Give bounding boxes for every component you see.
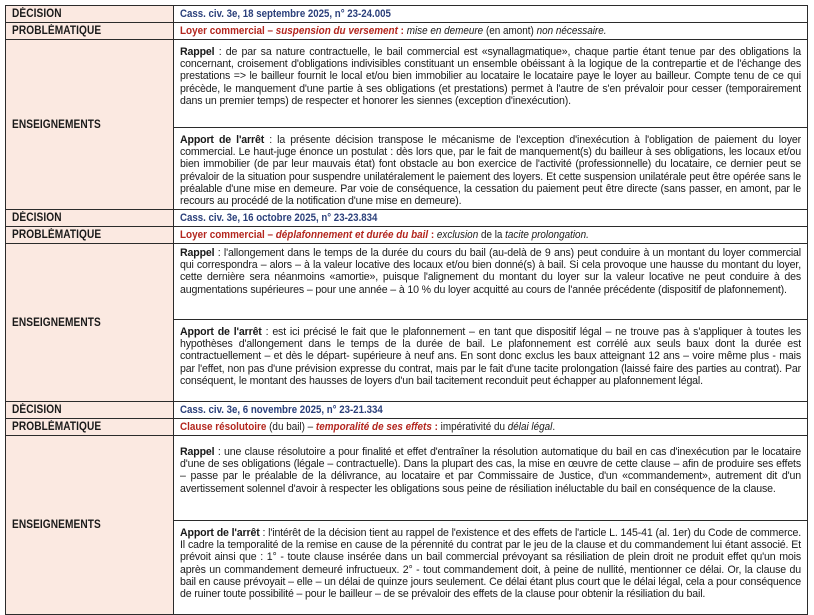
- apport-paragraph: Apport de l'arrêt : l'intérêt de la décision tient au rappel de l'existence et des effets de l'article L. 145-41 (al. 1er) du Code de commerce. Il cadre la temporalité de la remise en cause de la pérennité du contrat par le jeu de la clause et du commandement lui étant associé. Et prévoit ainsi que : 1° - toute clause insérée dans un bail commercial prévoyant sa résiliation de plein droit ne produit effet qu'un mois après un commandement demeuré infructueux. 2° - tout commandement doit, à peine de nullité, mentionner ce délai. Or, la clause du bail en cause prévoyait – elle – un délai de quinze jours seulement. Ce délai étant plus court que le délai légal, cela a pour conséquence de ruiner toute possibilité – pour le bailleur – de se prévaloir des effets de la clause pour obtenir la résiliation du bail.: [174, 520, 807, 614]
- decision-label: DÉCISION: [6, 6, 174, 23]
- enseignements-row: [6, 40, 808, 210]
- decision-label: DÉCISION: [6, 210, 174, 227]
- enseignements-value: [174, 436, 808, 615]
- decision-row: [6, 6, 808, 23]
- problematique-label: PROBLÉMATIQUE: [6, 227, 174, 244]
- enseignements-row: [6, 244, 808, 402]
- rappel-paragraph: Rappel : une clause résolutoire a pour finalité et effet d'entraîner la résolution automatique du bail en cas d'inexécution par le locataire d'une de ses obligations (légale – contractuelle). Dans la plupart des cas, la mise en œuvre de cette clause – afin de produire ses effets – passe par le préalable de la délivrance, au locataire et par Commissaire de Justice, d'un «commandement», autrement dit d'un avertissement solennel d'avoir à respecter les obligations sous peine de résiliation inéluctable du bail en conséquence de la clause.: [180, 446, 801, 495]
- enseignements-value: [174, 40, 808, 210]
- rappel-paragraph: Rappel : l'allongement dans le temps de la durée du cours du bail (au-delà de 9 ans) peut conduire à un montant du loyer commercial qui correspondra – alors – à la valeur locative des locaux et/ou bien donné(s) à bail. Si cela provoque une hausse du montant du loyer, cette dernière sera néanmoins «amortie», puisque l'alignement du montant du loyer sur la valeur locative ne peut conduire à des augmentations supérieures – pour une année – à 10 % du loyer acquitté au cours de l'année précédente (dispositif de plafonnement).: [180, 247, 801, 296]
- decision-value: Cass. civ. 3e, 6 novembre 2025, n° 23-21.334: [174, 402, 808, 419]
- problematique-value: Loyer commercial – suspension du versement : mise en demeure (en amont) non nécessaire.: [174, 23, 808, 40]
- decision-row: [6, 402, 808, 419]
- problematique-label: PROBLÉMATIQUE: [6, 23, 174, 40]
- decision-label: DÉCISION: [6, 402, 174, 419]
- decision-row: [6, 210, 808, 227]
- problematique-row: [6, 227, 808, 244]
- problematique-row: [6, 419, 808, 436]
- enseignements-label: ENSEIGNEMENTS: [6, 436, 174, 615]
- enseignements-label: ENSEIGNEMENTS: [6, 40, 174, 210]
- rappel-paragraph: Rappel : de par sa nature contractuelle, le bail commercial est «synallagmatique», chaque partie étant tenue par des obligations la concernant, croisement d'obligations indivisibles constituant un ensemble obéissant à la logique de la contrepartie et de l'échange des prestations => le bailleur fournit le local et/ou bien immobilier au locataire le locataire paye le loyer au bailleur. Compte tenu de ce qui précède, le manquement d'une partie à ses obligations (et prestations) permet à l'autre de s'en prévaloir pour cesser (temporairement dans un premier temps) de respecter et honorer les siennes (exception d'inexécution).: [180, 46, 801, 107]
- jurisprudence-table: [5, 5, 808, 615]
- enseignements-value: [174, 244, 808, 402]
- enseignements-row: [6, 436, 808, 615]
- problematique-label: PROBLÉMATIQUE: [6, 419, 174, 436]
- problematique-value: Loyer commercial – déplafonnement et durée du bail : exclusion de la tacite prolongation.: [174, 227, 808, 244]
- decision-value: Cass. civ. 3e, 18 septembre 2025, n° 23-24.005: [174, 6, 808, 23]
- apport-paragraph: Apport de l'arrêt : la présente décision transpose le mécanisme de l'exception d'inexécution à l'obligation de paiement du loyer commercial. Le haut-juge énonce un postulat : dès lors que, par le fait de manquement(s) du bailleur à ses obligations, les locaux et/ou bien immobilier (de par leur mauvais état) font obstacle au bon exercice de l'activité (professionnelle) du locataire, ce dernier peut se prévaloir de la situation pour suspendre unilatéralement le paiement des loyers. Et cette suspension unilatérale peut être opérée sans le préalable d'une mise en demeure. Par voie de conséquence, la cessation du paiement peut être directe (sans passer, en amont, par le recours au procédé de la notification d'une mise en demeure).: [174, 127, 807, 209]
- problematique-row: [6, 23, 808, 40]
- problematique-value: Clause résolutoire (du bail) – temporalité de ses effets : impérativité du délai légal.: [174, 419, 808, 436]
- decision-value: Cass. civ. 3e, 16 octobre 2025, n° 23-23.834: [174, 210, 808, 227]
- apport-paragraph: Apport de l'arrêt : est ici précisé le fait que le plafonnement – en tant que dispositif légal – ne trouve pas à s'appliquer à toutes les hypothèses d'allongement dans le temps de la durée de bail. Le plafonnement est corrélé aux seuls baux dont la durée est contractuellement – et dès le départ- supérieure à neuf ans. En sont donc exclus les baux atteignant 12 ans – voire même plus - mais par l'effet, non pas d'une prévision expresse du contrat, mais par le fait d'une tacite prolongation (laissé faire des parties au contrat). Par conséquent, le montant des hausses de loyers d'un bail tacitement reconduit peut échapper au plafonnement légal.: [174, 319, 807, 401]
- enseignements-label: ENSEIGNEMENTS: [6, 244, 174, 402]
